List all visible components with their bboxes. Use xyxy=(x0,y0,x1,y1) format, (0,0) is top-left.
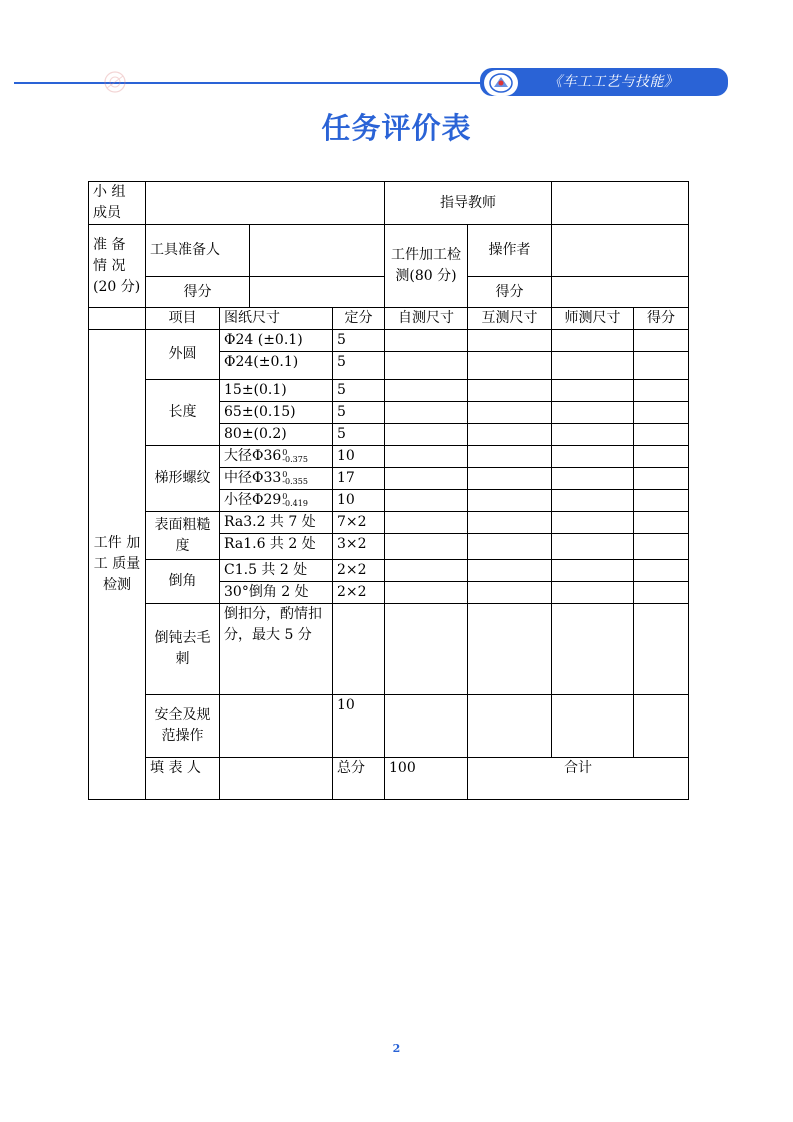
group-safety: 安全及规范操作 xyxy=(146,695,220,758)
spec-cell: 80±(0.2) xyxy=(220,424,333,446)
filler-value[interactable] xyxy=(220,758,333,800)
group-length: 长度 xyxy=(146,380,220,446)
prep-score-label: 得分 xyxy=(146,277,250,308)
tool-prep-label: 工具准备人 xyxy=(146,225,250,277)
score-cell[interactable] xyxy=(634,560,689,582)
header-score: 得分 xyxy=(634,308,689,330)
spec-cell: 15±(0.1) xyxy=(220,380,333,402)
spec-cell: 65±(0.15) xyxy=(220,402,333,424)
peer-cell[interactable] xyxy=(468,604,552,695)
peer-cell[interactable] xyxy=(468,512,552,534)
score-cell[interactable] xyxy=(634,402,689,424)
book-title: 《车工工艺与技能》 xyxy=(548,74,679,90)
members-row xyxy=(89,182,689,225)
points-cell: 5 xyxy=(333,380,385,402)
points-cell: 17 xyxy=(333,468,385,490)
emblem-watermark-icon xyxy=(102,70,128,94)
spec-cell: Φ24 (±0.1) xyxy=(220,330,333,352)
self-cell[interactable] xyxy=(385,380,468,402)
group-members-label: 小 组 成员 xyxy=(89,182,146,225)
score-cell[interactable] xyxy=(634,582,689,604)
points-cell: 2×2 xyxy=(333,582,385,604)
prep-label: 准 备 情 况 (20 分) xyxy=(89,225,146,308)
self-cell[interactable] xyxy=(385,695,468,758)
self-cell[interactable] xyxy=(385,534,468,560)
spec-cell: 大径Φ36 0 -0.375 xyxy=(220,446,333,468)
footer-row xyxy=(89,758,689,800)
points-cell: 5 xyxy=(333,402,385,424)
teacher-cell[interactable] xyxy=(552,402,634,424)
points-cell: 3×2 xyxy=(333,534,385,560)
peer-cell[interactable] xyxy=(468,424,552,446)
points-cell: 10 xyxy=(333,695,385,758)
self-cell[interactable] xyxy=(385,402,468,424)
header-self-measure: 自测尺寸 xyxy=(385,308,468,330)
score-cell[interactable] xyxy=(634,490,689,512)
self-cell[interactable] xyxy=(385,560,468,582)
teacher-cell[interactable] xyxy=(552,352,634,380)
peer-cell[interactable] xyxy=(468,468,552,490)
peer-cell[interactable] xyxy=(468,534,552,560)
operator-value[interactable] xyxy=(552,225,689,277)
peer-cell[interactable] xyxy=(468,446,552,468)
group-thread: 梯形螺纹 xyxy=(146,446,220,512)
header-points: 定分 xyxy=(333,308,385,330)
points-cell: 10 xyxy=(333,446,385,468)
score-cell[interactable] xyxy=(634,604,689,695)
teacher-cell[interactable] xyxy=(552,446,634,468)
peer-cell[interactable] xyxy=(468,330,552,352)
emblem-icon xyxy=(484,70,518,96)
self-cell[interactable] xyxy=(385,490,468,512)
peer-cell[interactable] xyxy=(468,380,552,402)
peer-cell[interactable] xyxy=(468,490,552,512)
score-cell[interactable] xyxy=(634,330,689,352)
blank-cell xyxy=(89,308,146,330)
group-outer-circle: 外圆 xyxy=(146,330,220,380)
spec-cell: 30°倒角 2 处 xyxy=(220,582,333,604)
spec-cell: Ra3.2 共 7 处 xyxy=(220,512,333,534)
score-cell[interactable] xyxy=(634,424,689,446)
points-cell: 7×2 xyxy=(333,512,385,534)
page-title: 任务评价表 xyxy=(321,111,472,145)
teacher-cell[interactable] xyxy=(552,490,634,512)
score-cell[interactable] xyxy=(634,534,689,560)
teacher-cell[interactable] xyxy=(552,604,634,695)
filler-label: 填 表 人 xyxy=(146,758,220,800)
self-cell[interactable] xyxy=(385,604,468,695)
evaluation-table xyxy=(88,181,689,800)
table-row xyxy=(89,560,689,582)
tool-prep-value[interactable] xyxy=(250,225,385,277)
table-row xyxy=(89,604,689,695)
header-row xyxy=(89,308,689,330)
teacher-cell[interactable] xyxy=(552,468,634,490)
self-cell[interactable] xyxy=(385,352,468,380)
peer-cell[interactable] xyxy=(468,352,552,380)
spec-cell: Φ24(±0.1) xyxy=(220,352,333,380)
score-cell[interactable] xyxy=(634,380,689,402)
score-cell[interactable] xyxy=(634,468,689,490)
machining-label: 工件加工检测(80 分) xyxy=(385,225,468,308)
self-cell[interactable] xyxy=(385,468,468,490)
spec-cell: C1.5 共 2 处 xyxy=(220,560,333,582)
table-row xyxy=(89,695,689,758)
score-cell[interactable] xyxy=(634,352,689,380)
header-teacher-measure: 师测尺寸 xyxy=(552,308,634,330)
teacher-cell[interactable] xyxy=(552,560,634,582)
table-row xyxy=(89,330,689,352)
quality-label: 工件 加工 质量 检测 xyxy=(89,330,146,800)
group-members-value[interactable] xyxy=(146,182,385,225)
prep-score-value[interactable] xyxy=(250,277,385,308)
teacher-cell[interactable] xyxy=(552,380,634,402)
score-cell[interactable] xyxy=(634,695,689,758)
self-cell[interactable] xyxy=(385,446,468,468)
group-roughness: 表面粗糙度 xyxy=(146,512,220,560)
peer-cell[interactable] xyxy=(468,582,552,604)
spec-cell: 倒扣分，酌情扣分，最大 5 分 xyxy=(220,604,333,695)
prep-row xyxy=(89,225,689,277)
header-peer-measure: 互测尺寸 xyxy=(468,308,552,330)
total-label: 总分 xyxy=(333,758,385,800)
operator-label: 操作者 xyxy=(468,225,552,277)
table-row xyxy=(89,512,689,534)
instructor-label: 指导教师 xyxy=(385,182,552,225)
peer-cell[interactable] xyxy=(468,560,552,582)
header-item: 项目 xyxy=(146,308,220,330)
spec-cell: Ra1.6 共 2 处 xyxy=(220,534,333,560)
points-cell: 5 xyxy=(333,424,385,446)
points-cell: 10 xyxy=(333,490,385,512)
points-cell: 5 xyxy=(333,352,385,380)
self-cell[interactable] xyxy=(385,512,468,534)
group-deburr: 倒钝去毛刺 xyxy=(146,604,220,695)
score-cell[interactable] xyxy=(634,512,689,534)
teacher-cell[interactable] xyxy=(552,695,634,758)
total-value: 100 xyxy=(385,758,468,800)
self-cell[interactable] xyxy=(385,582,468,604)
spec-cell xyxy=(220,695,333,758)
points-cell xyxy=(333,604,385,695)
spec-cell: 中径Φ33 0 -0.355 xyxy=(220,468,333,490)
table-row xyxy=(89,446,689,468)
teacher-cell[interactable] xyxy=(552,582,634,604)
machining-score-value[interactable] xyxy=(552,277,689,308)
score-cell[interactable] xyxy=(634,446,689,468)
group-chamfer: 倒角 xyxy=(146,560,220,604)
teacher-cell[interactable] xyxy=(552,534,634,560)
sum-label: 合计 xyxy=(468,758,689,800)
peer-cell[interactable] xyxy=(468,695,552,758)
points-cell: 5 xyxy=(333,330,385,352)
instructor-value[interactable] xyxy=(552,182,689,225)
teacher-cell[interactable] xyxy=(552,512,634,534)
header-spec: 图纸尺寸 xyxy=(220,308,333,330)
page-number: 2 xyxy=(392,1042,401,1055)
self-cell[interactable] xyxy=(385,330,468,352)
teacher-cell[interactable] xyxy=(552,424,634,446)
peer-cell[interactable] xyxy=(468,402,552,424)
teacher-cell[interactable] xyxy=(552,330,634,352)
spec-cell: 小径Φ29 0 -0.419 xyxy=(220,490,333,512)
points-cell: 2×2 xyxy=(333,560,385,582)
self-cell[interactable] xyxy=(385,424,468,446)
machining-score-label: 得分 xyxy=(468,277,552,308)
table-row xyxy=(89,380,689,402)
header-rule xyxy=(14,82,484,84)
